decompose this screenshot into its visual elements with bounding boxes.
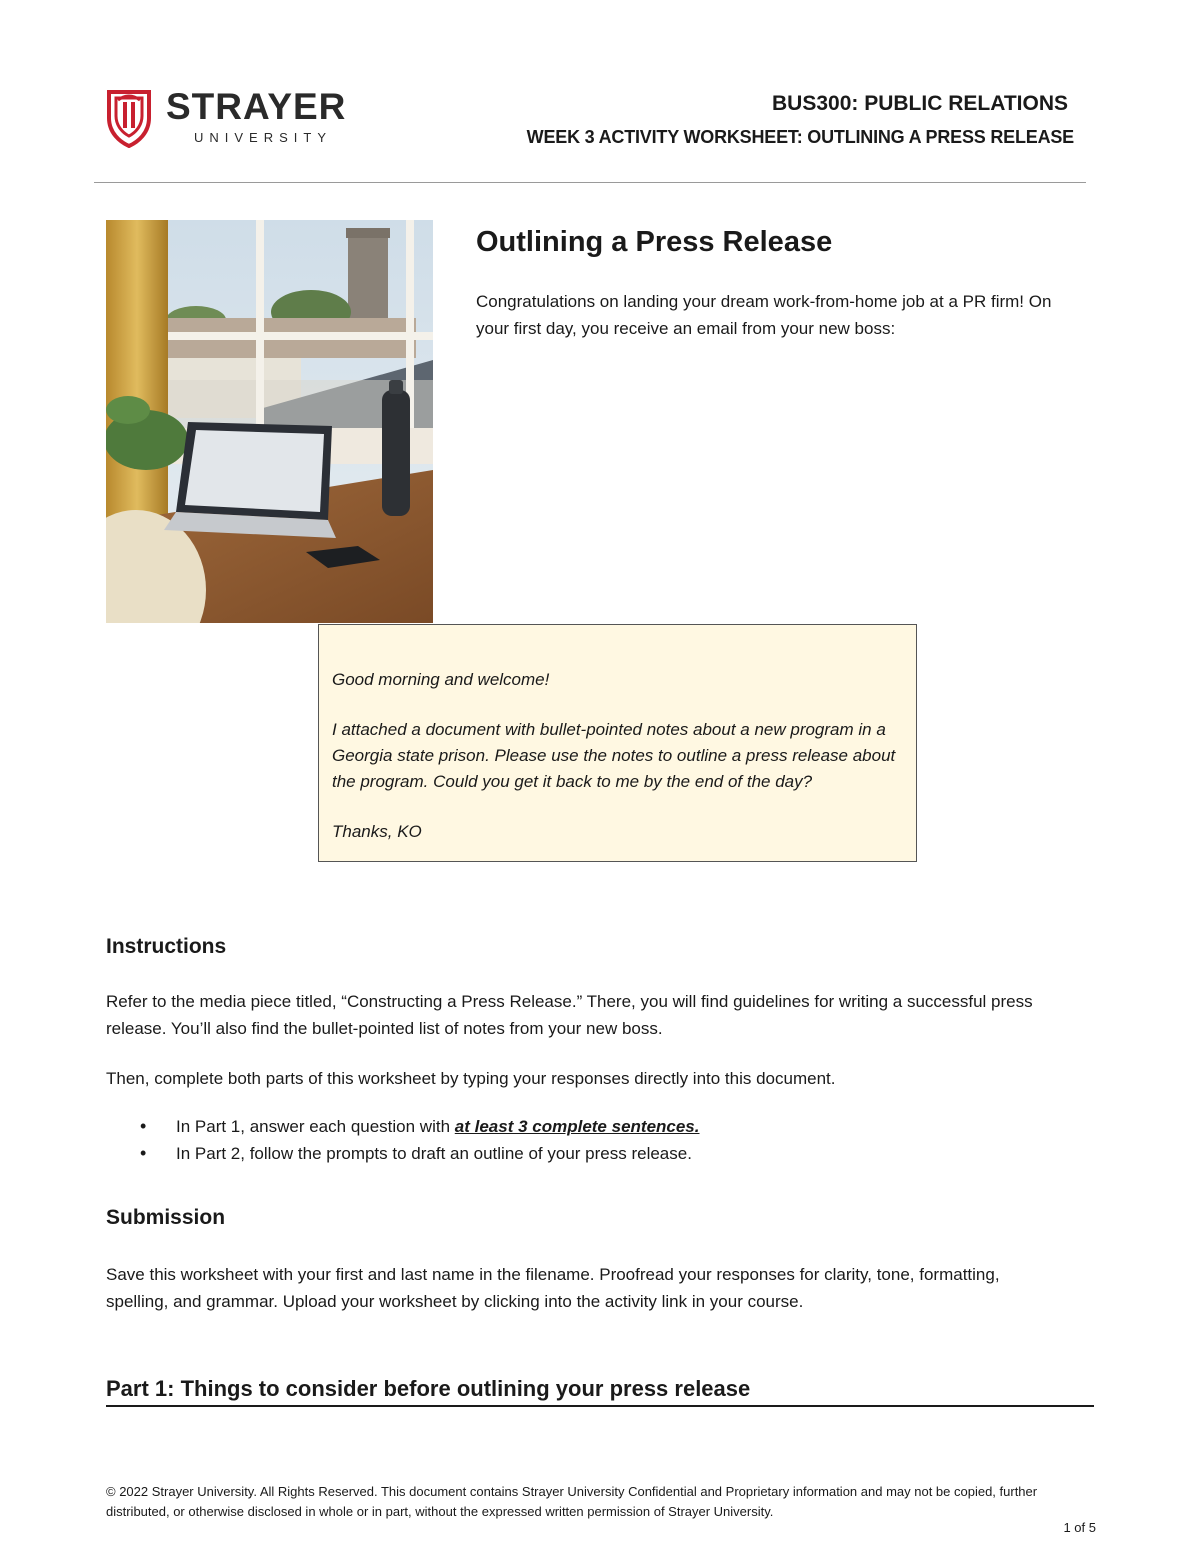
email-body: I attached a document with bullet-pointed notes about a new program in a Georgia state prison. Please use the notes to outline a press release about the program. Could you get it back to me by the end of the day? [332,720,896,791]
part1-rule [106,1405,1094,1407]
worksheet-title: WEEK 3 ACTIVITY WORKSHEET: OUTLINING A PRESS RELEASE [526,127,1074,147]
submission-heading: Submission [106,1206,226,1229]
list-item [140,1113,1040,1140]
course-title: BUS300: PUBLIC RELATIONS [772,92,1068,115]
logo-subtitle: UNIVERSITY [194,130,333,145]
part1-heading: Part 1: Things to consider before outlining your press release [106,1376,751,1401]
submission-paragraph: Save this worksheet with your first and last name in the filename. Proofread your responses for clarity, tone, formatting, spelling, and grammar. Upload your worksheet by clicking into the activity link in your course. [106,1265,1000,1311]
page-number: 1 of 5 [1063,1520,1096,1535]
shield-icon [106,88,152,148]
bullet-1-text: In Part 1, answer each question with [176,1117,455,1136]
strayer-logo [106,86,356,148]
logo-wordmark: STRAYER [166,86,347,127]
instructions-paragraph-1: Refer to the media piece titled, “Constructing a Press Release.” There, you will find guidelines for writing a successful press release. You’ll also find the bullet-pointed list of notes from your new boss. [106,992,1033,1038]
header-divider [94,182,1086,183]
instructions-list [140,1113,1040,1167]
workspace-photo [106,220,433,623]
bullet-2-text: In Part 2, follow the prompts to draft an outline of your press release. [176,1144,692,1163]
instructions-paragraph-2: Then, complete both parts of this worksheet by typing your responses directly into this document. [106,1069,836,1088]
intro-paragraph: Congratulations on landing your dream work-from-home job at a PR firm! On your first day, you receive an email from your new boss: [476,292,1052,338]
email-signoff: Thanks, KO [332,822,422,841]
email-text [332,667,907,869]
footer-copyright: © 2022 Strayer University. All Rights Reserved. This document contains Strayer University Confidential and Proprietary information and may not be copied, further distributed, or otherwise disclosed in whole or in part, without the expressed written permission of Strayer University. [106,1484,1038,1519]
boss-email-box [318,624,917,862]
list-item [140,1140,1040,1167]
bullet-1-emphasis: at least 3 complete sentences. [454,1117,700,1136]
email-greeting: Good morning and welcome! [332,670,550,689]
page-title: Outlining a Press Release [476,226,833,258]
instructions-heading: Instructions [106,935,227,958]
